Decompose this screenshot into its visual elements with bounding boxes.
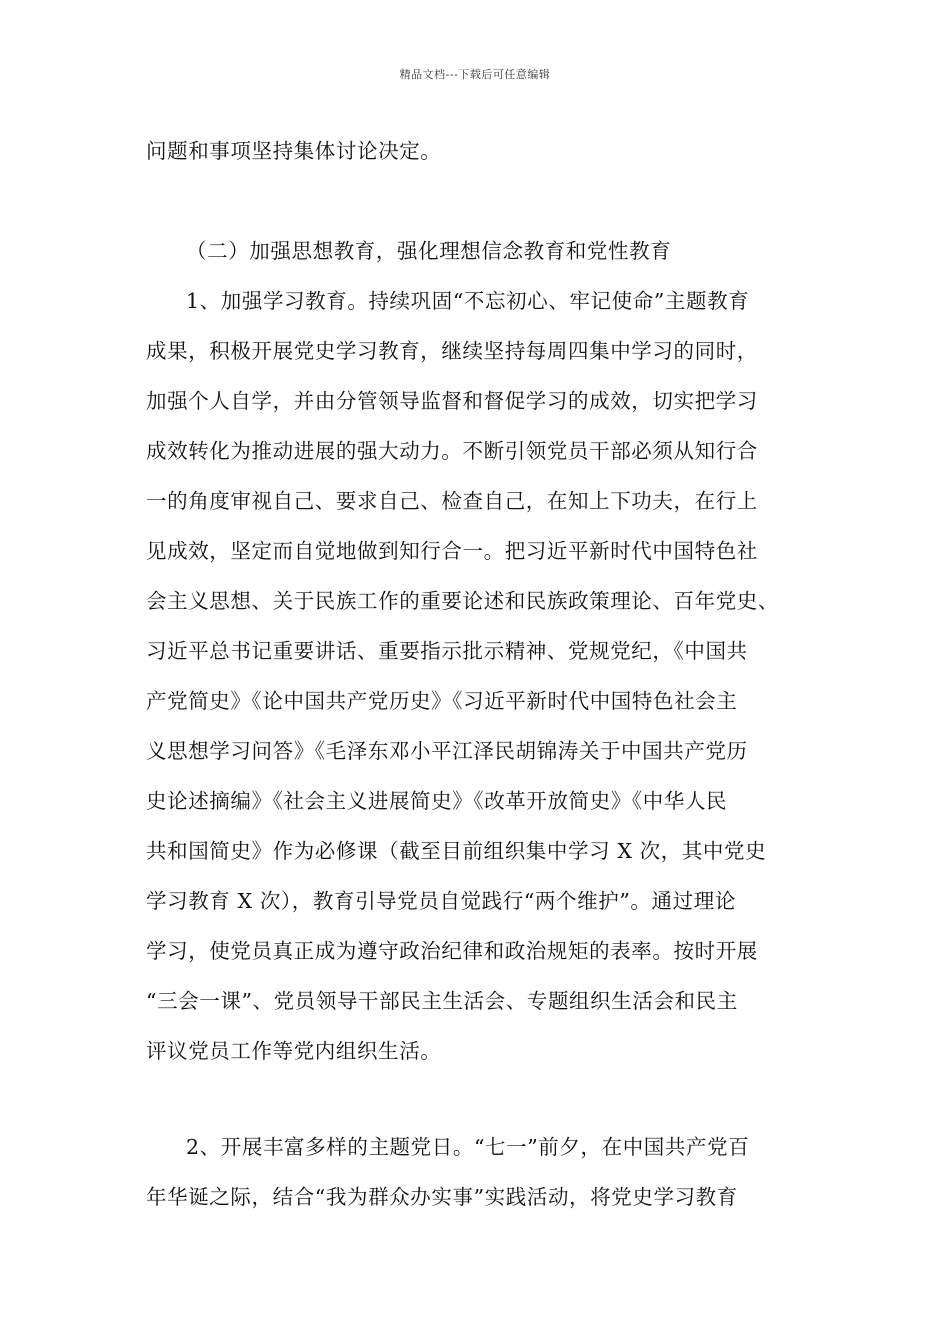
paragraph-line: 学习，使党员真正成为遵守政治纪律和政治规矩的表率。按时开展	[146, 939, 758, 963]
paragraph-line: 2、开展丰富多样的主题党日。“七一”前夕，在中国共产党百	[186, 1135, 750, 1159]
paragraph-line: 见成效，坚定而自觉地做到知行合一。把习近平新时代中国特色社	[146, 539, 758, 563]
paragraph-line: 成果，积极开展党史学习教育，继续坚持每周四集中学习的同时，	[146, 339, 758, 363]
paragraph-line: 产党简史》《论中国共产党历史》《习近平新时代中国特色社会主	[146, 689, 738, 713]
paragraph-line: 义思想学习问答》《毛泽东邓小平江泽民胡锦涛关于中国共产党历	[146, 739, 748, 763]
paragraph-line: 评议党员工作等党内组织生活。	[146, 1039, 442, 1063]
paragraph-line: 学习教育 X 次），教育引导党员自觉践行“两个维护”。通过理论	[146, 889, 736, 913]
paragraph-line: 年华诞之际，结合“我为群众办实事”实践活动，将党史学习教育	[146, 1185, 738, 1209]
paragraph-line: 史论述摘编》《社会主义进展简史》《改革开放简史》《中华人民	[146, 789, 728, 813]
paragraph-line: 加强个人自学，并由分管领导监督和督促学习的成效，切实把学习	[146, 389, 758, 413]
paragraph-line: “三会一课”、党员领导干部民主生活会、专题组织生活会和民主	[146, 989, 738, 1013]
paragraph-line: 会主义思想、关于民族工作的重要论述和民族政策理论、百年党史、	[146, 589, 779, 613]
paragraph-line: 1、加强学习教育。持续巩固“不忘初心、牢记使命”主题教育	[186, 289, 750, 313]
paragraph-line: 共和国简史》作为必修课（截至目前组织集中学习 X 次，其中党史	[146, 839, 767, 863]
paragraph-line: 习近平总书记重要讲话、重要指示批示精神、党规党纪，《中国共	[146, 639, 748, 663]
section-heading: （二）加强思想教育，强化理想信念教育和党性教育	[186, 239, 672, 263]
paragraph-line: 一的角度审视自己、要求自己、检查自己，在知上下功夫，在行上	[146, 489, 758, 513]
body-line: 问题和事项坚持集体讨论决定。	[146, 139, 442, 163]
paragraph-line: 成效转化为推动进展的强大动力。不断引领党员干部必须从知行合	[146, 439, 758, 463]
page-header: 精品文档---下载后可任意编辑	[399, 68, 551, 81]
